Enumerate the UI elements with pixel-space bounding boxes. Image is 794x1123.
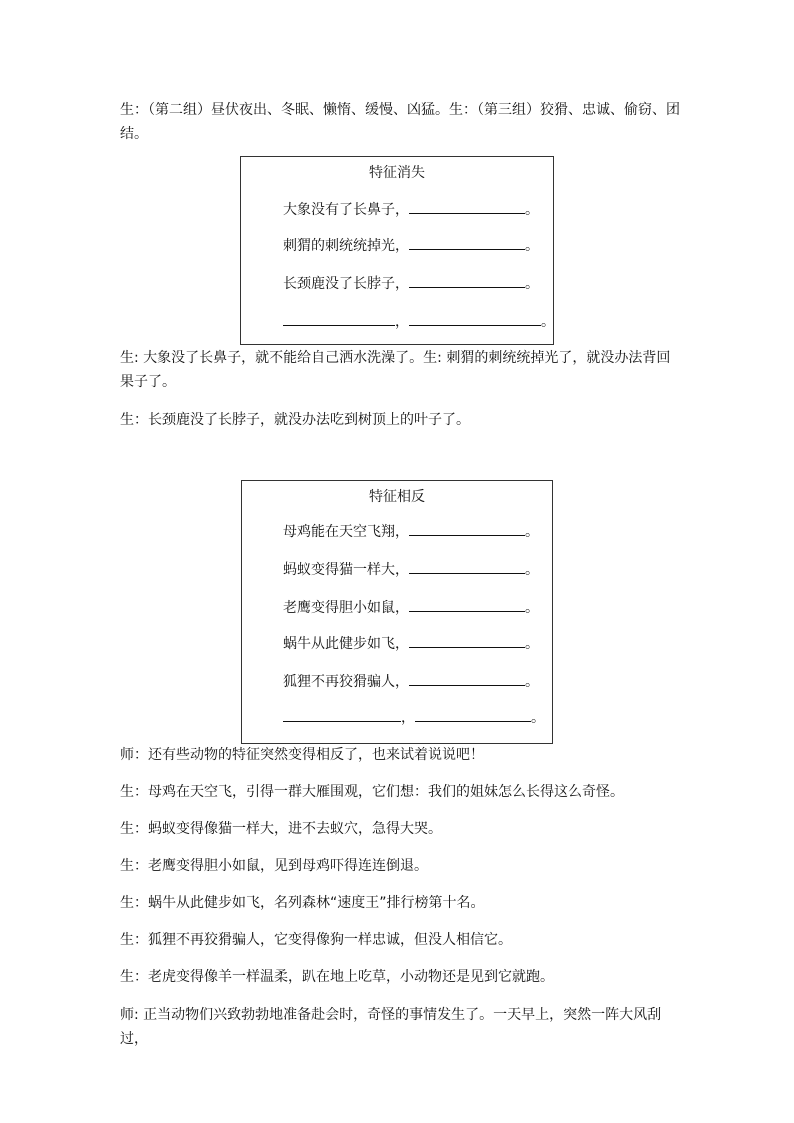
answer-blank[interactable] xyxy=(409,559,525,574)
exercise-prompt: 蜗牛从此健步如飞， xyxy=(283,636,409,652)
exercise-line xyxy=(283,199,539,219)
end-punctuation: 。 xyxy=(525,636,539,652)
dialogue-line: 生：老鹰变得胆小如鼠，见到母鸡吓得连连倒退。 xyxy=(120,858,428,874)
comma-punctuation: ， xyxy=(401,710,415,726)
answer-blank[interactable] xyxy=(283,311,395,326)
exercise-prompt: 狐狸不再狡猾骗人， xyxy=(283,674,409,690)
dialogue-line: 生：狐狸不再狡猾骗人，它变得像狗一样忠诚，但没人相信它。 xyxy=(120,932,512,948)
answer-blank[interactable] xyxy=(409,235,525,250)
exercise-prompt: 刺猬的刺统统掉光， xyxy=(283,238,409,254)
end-punctuation: 。 xyxy=(525,202,539,218)
end-punctuation: 。 xyxy=(531,710,545,726)
answer-blank[interactable] xyxy=(415,707,531,722)
exercise-line xyxy=(283,311,555,331)
feature-disappear-box xyxy=(240,156,554,345)
answer-blank[interactable] xyxy=(409,273,525,288)
end-punctuation: 。 xyxy=(525,238,539,254)
end-punctuation: 。 xyxy=(525,562,539,578)
end-punctuation: 。 xyxy=(525,674,539,690)
exercise-line xyxy=(283,559,539,579)
exercise-line xyxy=(283,671,539,691)
dialogue-line: 生：蜗牛从此健步如飞，名列森林“速度王”排行榜第十名。 xyxy=(120,895,485,911)
exercise-line xyxy=(283,273,539,293)
end-punctuation: 。 xyxy=(525,600,539,616)
box-title: 特征消失 xyxy=(369,165,425,181)
answer-blank[interactable] xyxy=(409,597,525,612)
exercise-prompt: 老鹰变得胆小如鼠， xyxy=(283,600,409,616)
exercise-prompt: 母鸡能在天空飞翔， xyxy=(283,524,409,540)
end-punctuation: 。 xyxy=(525,276,539,292)
dialogue-line: 生：老虎变得像羊一样温柔，趴在地上吃草，小动物还是见到它就跑。 xyxy=(120,969,554,985)
exercise-line xyxy=(283,633,539,653)
end-punctuation: 。 xyxy=(541,314,555,330)
paragraph-student-answers: 生: 大象没了长鼻子，就不能给自己洒水洗澡了。生: 刺猬的刺统统掉光了，就没办法背回果子了。 xyxy=(120,350,671,390)
end-punctuation: 。 xyxy=(525,524,539,540)
answer-blank[interactable] xyxy=(409,521,525,536)
exercise-prompt: 长颈鹿没了长脖子， xyxy=(283,276,409,292)
dialogue-line: 生：母鸡在天空飞，引得一群大雁围观，它们想：我们的姐妹怎么长得这么奇怪。 xyxy=(120,784,624,800)
exercise-line xyxy=(283,707,545,727)
exercise-prompt: 蚂蚁变得猫一样大， xyxy=(283,562,409,578)
answer-blank[interactable] xyxy=(283,707,401,722)
dialogue-line: 师：还有些动物的特征突然变得相反了，也来试着说说吧！ xyxy=(120,747,484,763)
answer-blank[interactable] xyxy=(409,311,541,326)
dialogue-line: 生：蚂蚁变得像猫一样大，进不去蚁穴，急得大哭。 xyxy=(120,821,442,837)
exercise-line xyxy=(283,521,539,541)
comma-punctuation: ， xyxy=(395,314,409,330)
dialogue-line: 师: 正当动物们兴致勃勃地准备赴会时，奇怪的事情发生了。一天早上，突然一阵大风刮过， xyxy=(120,1007,662,1047)
paragraph-student-giraffe: 生：长颈鹿没了长脖子，就没办法吃到树顶上的叶子了。 xyxy=(120,412,470,428)
answer-blank[interactable] xyxy=(409,633,525,648)
feature-reverse-box xyxy=(241,480,553,744)
exercise-line xyxy=(283,597,539,617)
exercise-prompt: 大象没有了长鼻子， xyxy=(283,202,409,218)
exercise-line xyxy=(283,235,539,255)
answer-blank[interactable] xyxy=(409,671,525,686)
paragraph-student-groups: 生：（第二组）昼伏夜出、冬眠、懒惰、缓慢、凶猛。生：（第三组）狡猾、忠诚、偷窃、团结。 xyxy=(120,102,680,142)
box-title: 特征相反 xyxy=(369,489,425,505)
answer-blank[interactable] xyxy=(409,199,525,214)
